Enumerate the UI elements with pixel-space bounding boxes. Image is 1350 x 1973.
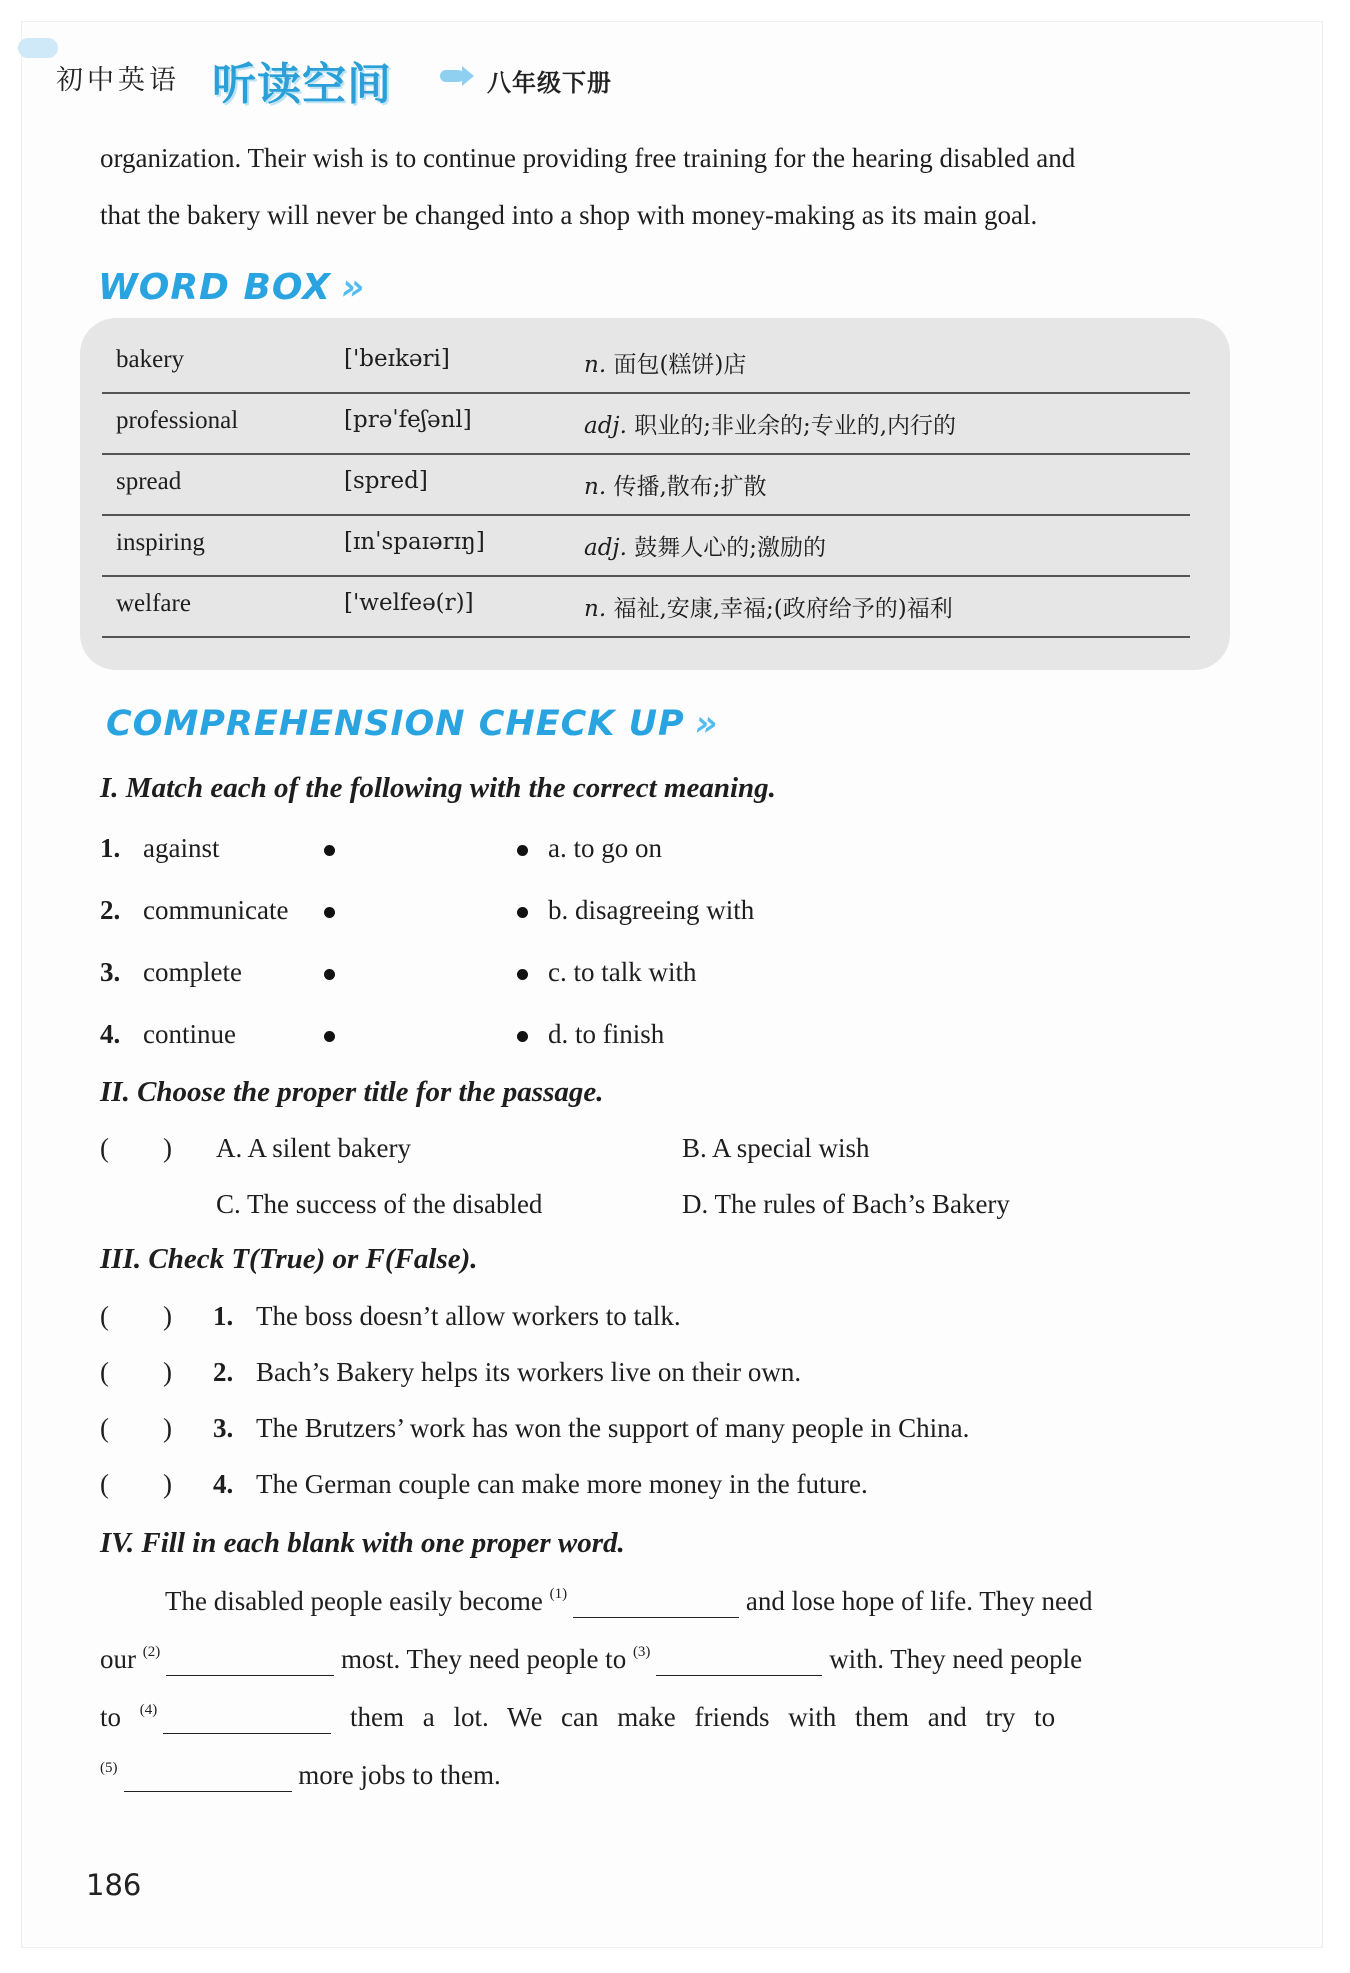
match-dot-right[interactable] — [517, 907, 528, 918]
fill-line-1 — [165, 1586, 1093, 1618]
match-number: 3. — [100, 957, 121, 987]
vocab-meaning: 福祉,安康,幸福;(政府给予的)福利 — [613, 596, 953, 622]
comprehension-title: COMPREHENSION CHECK UP — [106, 704, 685, 744]
blank-number: (1) — [549, 1586, 568, 1602]
statement-text: Bach’s Bakery helps its workers live on their own. — [256, 1357, 802, 1387]
word-row — [102, 332, 1190, 394]
word-row — [102, 576, 1190, 638]
vocab-phonetic: [ɪnˈspaɪərɪŋ] — [344, 529, 485, 555]
word-row — [102, 454, 1190, 516]
match-dot-right[interactable] — [517, 1031, 528, 1042]
grade-label: 八年级下册 — [487, 69, 612, 97]
statement-text: The German couple can make more money in the future. — [256, 1469, 868, 1499]
match-meaning: c. to talk with — [548, 957, 697, 987]
fill-line-2 — [100, 1644, 1082, 1676]
vocab-phonetic: [spred] — [344, 468, 428, 494]
arrow-icon — [440, 70, 464, 82]
match-word: communicate — [143, 895, 289, 925]
word-box-heading — [98, 267, 365, 308]
statement-number: 4. — [213, 1469, 234, 1499]
blank-1[interactable] — [573, 1586, 739, 1618]
blank-number: (4) — [139, 1702, 158, 1718]
match-meaning: b. disagreeing with — [548, 895, 755, 925]
vocab-phonetic: ['welfeə(r)] — [344, 590, 474, 616]
vocab-word: welfare — [116, 590, 191, 617]
part-1-title: I. Match each of the following with the correct meaning. — [100, 772, 776, 804]
vocab-definition — [584, 468, 767, 501]
part-4-title: IV. Fill in each blank with one proper word. — [100, 1527, 625, 1559]
comprehension-heading — [106, 704, 718, 744]
blank-number: (5) — [100, 1760, 118, 1776]
part-3-title: III. Check T(True) or F(False). — [100, 1243, 478, 1275]
blank-3[interactable] — [656, 1644, 822, 1676]
match-dot-left[interactable] — [324, 969, 335, 980]
match-number: 2. — [100, 895, 121, 925]
vocab-meaning: 面包(糕饼)店 — [613, 352, 747, 378]
chevron-right-icon: » — [340, 267, 366, 308]
fill-text: to — [100, 1702, 122, 1732]
vocab-meaning: 鼓舞人心的;激励的 — [634, 535, 826, 561]
vocab-definition — [584, 529, 826, 562]
vocab-word: inspiring — [116, 529, 205, 556]
fill-text: with. They need people — [829, 1644, 1083, 1674]
option-b: B. A special wish — [682, 1133, 870, 1163]
option-c: C. The success of the disabled — [216, 1189, 543, 1219]
fill-line-4 — [100, 1760, 501, 1792]
statement-number: 2. — [213, 1357, 234, 1387]
option-d: D. The rules of Bach’s Bakery — [682, 1189, 1010, 1219]
vocab-meaning: 传播,散布;扩散 — [613, 474, 767, 500]
blank-number: (2) — [142, 1644, 161, 1660]
vocab-phonetic: [prəˈfeʃənl] — [344, 407, 472, 433]
cloud-decoration-icon — [18, 38, 58, 58]
vocab-pos: n. — [584, 596, 607, 622]
chevron-right-icon: » — [694, 704, 719, 744]
vocab-pos: adj. — [584, 413, 627, 439]
match-meaning: a. to go on — [548, 833, 662, 863]
fill-text: The disabled people easily become — [165, 1586, 543, 1616]
vocab-definition — [584, 346, 746, 379]
word-row — [102, 515, 1190, 577]
fill-text: them a lot. We can make friends with them and try to — [350, 1702, 1056, 1732]
match-number: 4. — [100, 1019, 121, 1049]
match-dot-left[interactable] — [324, 907, 335, 918]
vocab-definition — [584, 407, 956, 440]
vocab-word: spread — [116, 468, 182, 495]
answer-paren[interactable]: ( ) — [100, 1469, 172, 1499]
vocab-definition — [584, 590, 953, 623]
match-word: complete — [143, 957, 242, 987]
answer-paren[interactable]: ( ) — [100, 1357, 172, 1387]
fill-text: most. They need people to — [341, 1644, 627, 1674]
statement-text: The Brutzers’ work has won the support of many people in China. — [256, 1413, 970, 1443]
vocab-word: bakery — [116, 346, 185, 373]
vocab-word: professional — [116, 407, 239, 434]
match-dot-right[interactable] — [517, 969, 528, 980]
match-word: against — [143, 833, 220, 863]
vocab-phonetic: ['beɪkəri] — [344, 346, 450, 372]
fill-text: more jobs to them. — [298, 1760, 501, 1790]
statement-number: 1. — [213, 1301, 234, 1331]
match-meaning: d. to finish — [548, 1019, 665, 1049]
word-box — [80, 318, 1230, 670]
match-word: continue — [143, 1019, 236, 1049]
statement-text: The boss doesn’t allow workers to talk. — [256, 1301, 681, 1331]
answer-paren[interactable]: ( ) — [100, 1301, 172, 1331]
vocab-pos: n. — [584, 352, 607, 378]
page-number: 186 — [86, 1868, 142, 1902]
blank-4[interactable] — [163, 1702, 331, 1734]
vocab-pos: n. — [584, 474, 607, 500]
statement-number: 3. — [213, 1413, 234, 1443]
word-box-title: WORD BOX — [98, 267, 331, 308]
intro-line-1: organization. Their wish is to continue providing free training for the hearing disabled and — [100, 143, 1076, 173]
word-row — [102, 393, 1190, 455]
match-dot-right[interactable] — [517, 845, 528, 856]
option-a: A. A silent bakery — [216, 1133, 411, 1163]
answer-paren[interactable]: ( ) — [100, 1413, 172, 1443]
match-number: 1. — [100, 833, 121, 863]
part-2-title: II. Choose the proper title for the passage. — [100, 1076, 604, 1108]
blank-number: (3) — [632, 1644, 651, 1660]
series-name: 初中英语 — [56, 65, 180, 96]
intro-line-2: that the bakery will never be changed into a shop with money-making as its main goal. — [100, 200, 1038, 230]
fill-text: and lose hope of life. They need — [745, 1586, 1093, 1616]
blank-5[interactable] — [124, 1760, 292, 1792]
vocab-meaning: 职业的;非业余的;专业的,内行的 — [634, 413, 957, 439]
match-dot-left[interactable] — [324, 1031, 335, 1042]
fill-text: our — [100, 1644, 136, 1674]
blank-2[interactable] — [166, 1644, 334, 1676]
match-dot-left[interactable] — [324, 845, 335, 856]
book-title: 听读空间 — [212, 59, 392, 110]
answer-paren[interactable]: ( ) — [100, 1133, 172, 1163]
fill-line-3 — [100, 1702, 1055, 1734]
vocab-pos: adj. — [584, 535, 627, 561]
